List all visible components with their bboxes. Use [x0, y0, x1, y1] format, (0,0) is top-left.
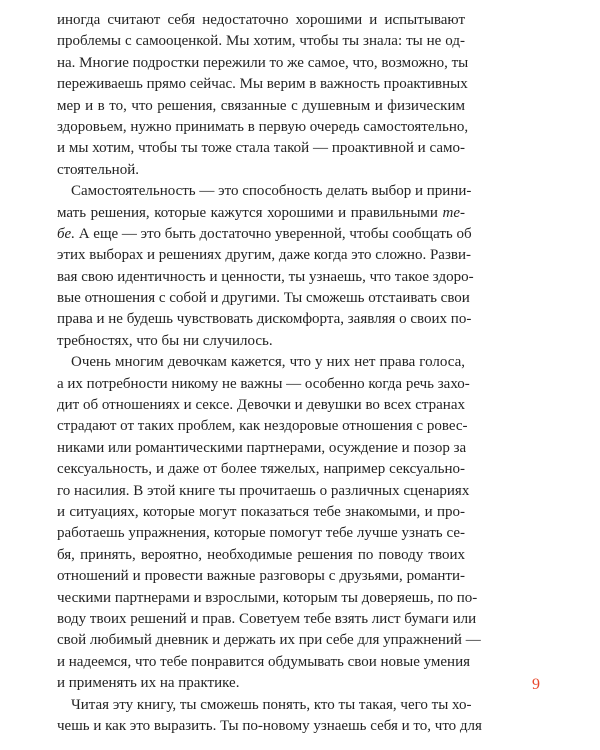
text-segment: и мы хотим, чтобы ты тоже стала такой — проактивной и само- [57, 140, 465, 157]
text-segment: свой любимый дневник и держать их при себе для упражнений — [57, 632, 481, 649]
text-segment: бя, принять, вероятно, необходимые решения по поводу твоих [57, 546, 465, 563]
text-line [57, 416, 468, 437]
text-line [57, 288, 470, 309]
text-line [57, 438, 465, 459]
text-line [57, 10, 465, 31]
text-segment: и ситуациях, которые могут показаться тебе знакомыми, и про- [57, 503, 465, 520]
paragraph [57, 695, 482, 738]
text-line [57, 630, 481, 651]
text-segment: и надеемся, что тебе понравится обдумывать свои новые умения [57, 653, 471, 670]
text-segment: никами или романтическими партнерами, осуждение и позор за [57, 439, 467, 456]
text-segment: мер и в то, что решения, связанные с душевным и физическим [57, 97, 465, 114]
text-line [57, 374, 470, 395]
text-line [57, 481, 470, 502]
text-segment: и применять их на практике. [57, 675, 240, 692]
text-segment: дит об отношениях и сексе. Девочки и девушки во всех странах [57, 397, 465, 414]
page-number: 9 [532, 676, 540, 693]
text-line [57, 309, 472, 330]
text-segment: чешь и как это выразить. Ты по-новому узнаешь себя и то, что для [57, 717, 482, 734]
text-segment: иногда считают себя недостаточно хорошими и испытывают [57, 12, 465, 28]
text-line [57, 609, 477, 630]
text-segment: стоятельной. [57, 161, 139, 178]
text-segment: этих выборах и решениях другим, даже когда это сложно. Разви- [57, 247, 471, 264]
text-line [57, 395, 465, 416]
text-line [57, 695, 472, 716]
paragraph [57, 181, 474, 352]
text-line [57, 523, 465, 544]
text-segment: права и не будешь чувствовать дискомфорта, заявляя о своих по- [57, 311, 472, 328]
text-line [57, 352, 465, 373]
text-segment: здоровьем, нужно принимать в первую очередь самостоятельно, [57, 118, 469, 135]
text-segment: мать решения, которые кажутся хорошими и правильными [57, 204, 443, 221]
text-line [57, 267, 474, 288]
body-text [57, 10, 482, 737]
text-segment: го насилия. В этой книге ты прочитаешь о различных сценариях [57, 482, 470, 499]
text-segment: Читая эту книгу, ты сможешь понять, кто ты такая, чего ты хо- [71, 696, 472, 713]
text-segment: А еще — это быть достаточно уверенной, чтобы сообщать об [74, 225, 472, 242]
text-line [57, 566, 465, 587]
text-segment: работаешь упражнения, которые помогут тебе лучше узнать се- [57, 525, 465, 542]
text-line [57, 545, 465, 566]
text-line [57, 588, 478, 609]
text-segment: сексуальность, и даже от более тяжелых, например сексуально- [57, 461, 465, 478]
paragraph [57, 352, 481, 694]
text-line [57, 96, 465, 117]
text-segment: воду твоих решений и прав. Советуем тебе взять лист бумаги или [57, 610, 477, 627]
text-line [57, 224, 472, 245]
italic-text: те- [442, 204, 465, 221]
text-segment: а их потребности никому не важны — особенно когда речь захо- [57, 375, 470, 392]
text-line [57, 117, 469, 138]
text-line [57, 245, 471, 266]
text-line [57, 138, 465, 159]
text-segment: проблемы с самооценкой. Мы хотим, чтобы ты знала: ты не од- [57, 33, 465, 50]
text-line [57, 203, 465, 224]
text-line [57, 673, 465, 694]
text-line [57, 459, 465, 480]
text-line [57, 160, 465, 181]
text-segment: отношений и провести важные разговоры с друзьями, романти- [57, 568, 465, 585]
italic-text: бе. [57, 225, 75, 242]
text-segment: переживаешь прямо сейчас. Мы верим в важность проактивных [57, 76, 468, 93]
text-segment: вая свою идентичность и ценности, ты узнаешь, что такое здоро- [57, 268, 474, 285]
text-line [57, 716, 482, 737]
text-line [57, 74, 468, 95]
text-line [57, 181, 472, 202]
text-line [57, 652, 471, 673]
text-segment: Самостоятельность — это способность делать выбор и прини- [71, 183, 472, 200]
paragraph [57, 10, 469, 181]
text-line [57, 331, 465, 352]
text-segment: страдают от таких проблем, как нездоровые отношения с ровес- [57, 418, 468, 435]
text-line [57, 502, 465, 523]
text-segment: Очень многим девочкам кажется, что у них нет права голоса, [71, 354, 465, 371]
text-line [57, 53, 469, 74]
text-segment: на. Многие подростки пережили то же самое, что, возможно, ты [57, 54, 469, 71]
text-line [57, 31, 465, 52]
text-segment: вые отношения с собой и другими. Ты сможешь отстаивать свои [57, 290, 470, 307]
text-segment: требностях, что бы ни случилось. [57, 332, 273, 349]
text-segment: ческими партнерами и взрослыми, которым ты доверяешь, по по- [57, 589, 478, 606]
